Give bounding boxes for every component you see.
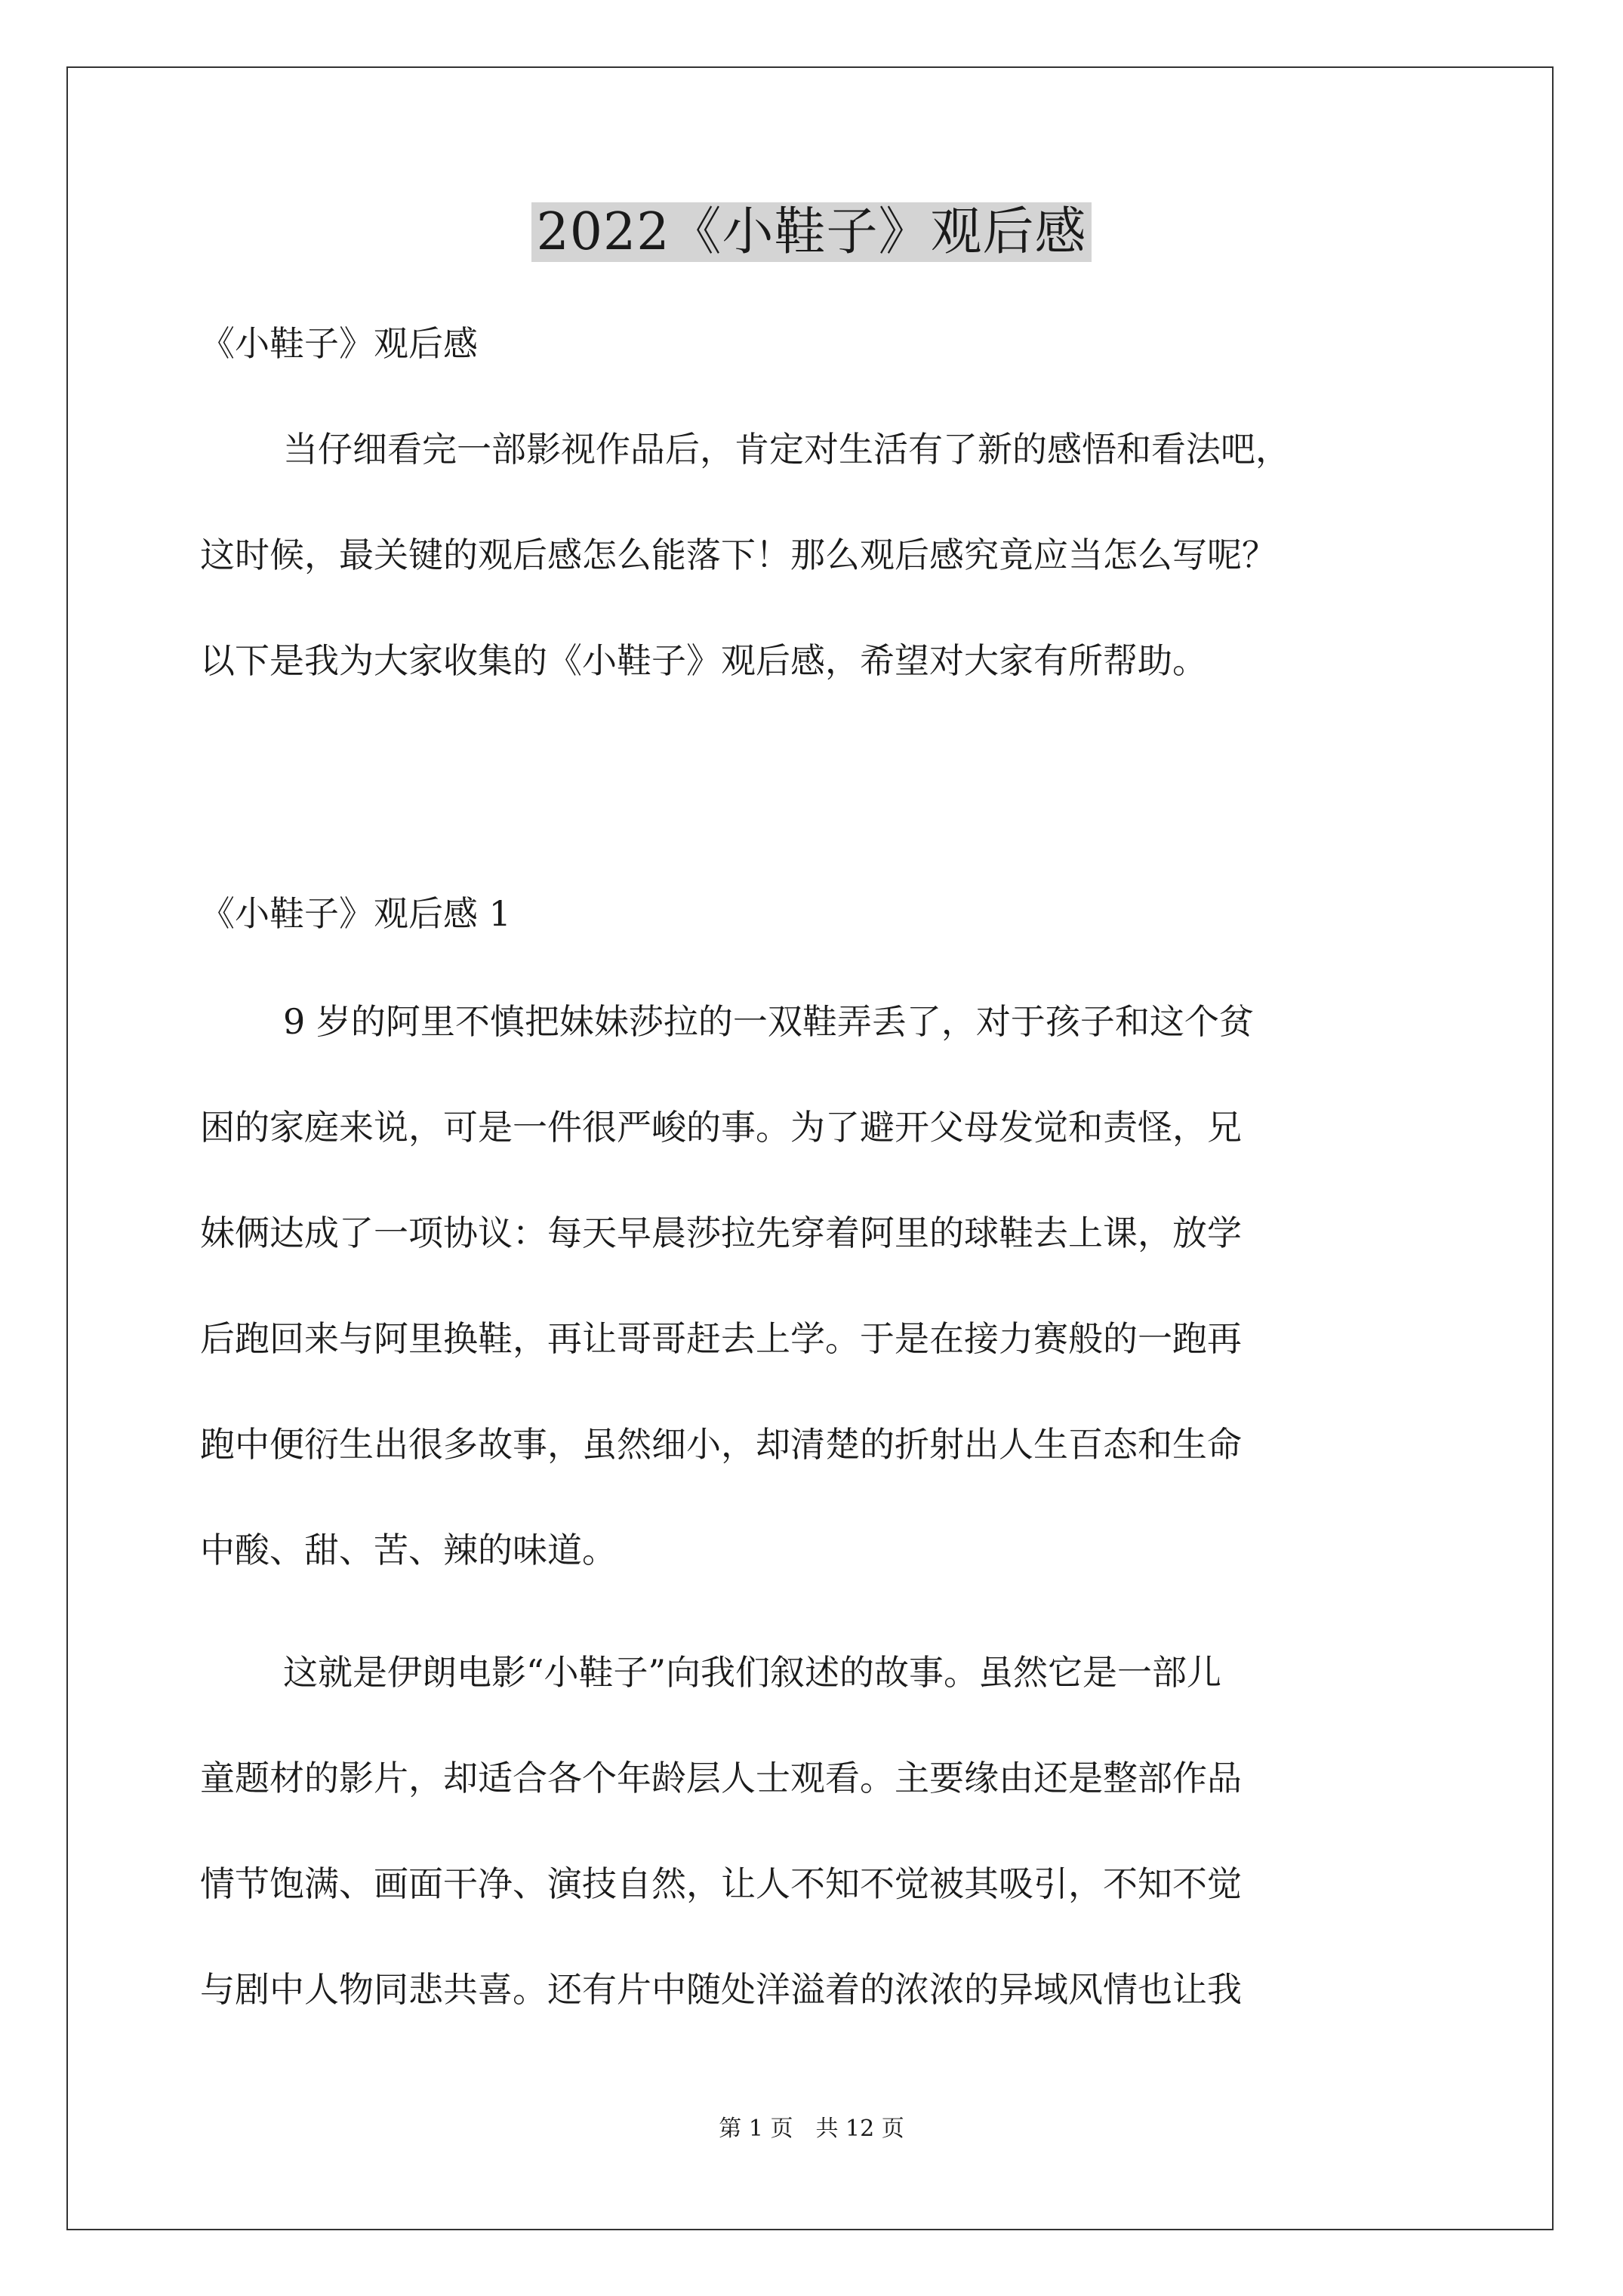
paragraph-line: 情节饱满、画面干净、演技自然，让人不知不觉被其吸引，不知不觉 xyxy=(200,1863,1242,1904)
paragraph-line: 中酸、甜、苦、辣的味道。 xyxy=(200,1530,617,1570)
paragraph-line: 后跑回来与阿里换鞋，再让哥哥赶去上学。于是在接力赛般的一跑再 xyxy=(200,1318,1242,1359)
document-title-text: 2022《小鞋子》观后感 xyxy=(531,202,1091,262)
paragraph-line: 童题材的影片，却适合各个年龄层人士观看。主要缘由还是整部作品 xyxy=(200,1758,1242,1798)
intro-line: 当仔细看完一部影视作品后，肯定对生活有了新的感悟和看法吧， xyxy=(283,429,1290,470)
intro-line: 以下是我为大家收集的《小鞋子》观后感，希望对大家有所帮助。 xyxy=(200,640,1207,681)
paragraph-line: 困的家庭来说，可是一件很严峻的事。为了避开父母发觉和责怪，兄 xyxy=(200,1107,1242,1148)
paragraph-line: 这就是伊朗电影“小鞋子”向我们叙述的故事。虽然它是一部儿 xyxy=(283,1652,1222,1693)
page-number-footer: 第 1 页 共 12 页 xyxy=(719,2116,904,2142)
intro-line: 这时候，最关键的观后感怎么能落下！那么观后感究竟应当怎么写呢？ xyxy=(200,535,1277,575)
paragraph-line: 跑中便衍生出很多故事，虽然细小，却清楚的折射出人生百态和生命 xyxy=(200,1424,1242,1465)
section-heading: 《小鞋子》观后感 1 xyxy=(200,893,511,934)
paragraph-line: 妹俩达成了一项协议：每天早晨莎拉先穿着阿里的球鞋去上课，放学 xyxy=(200,1213,1242,1253)
paragraph-line: 与剧中人物同悲共喜。还有片中随处洋溢着的浓浓的异域风情也让我 xyxy=(200,1969,1242,2010)
paragraph-line: 9 岁的阿里不慎把妹妹莎拉的一双鞋弄丢了，对于孩子和这个贫 xyxy=(283,1001,1254,1042)
section-heading: 《小鞋子》观后感 xyxy=(200,323,478,364)
document-title xyxy=(0,195,1623,270)
